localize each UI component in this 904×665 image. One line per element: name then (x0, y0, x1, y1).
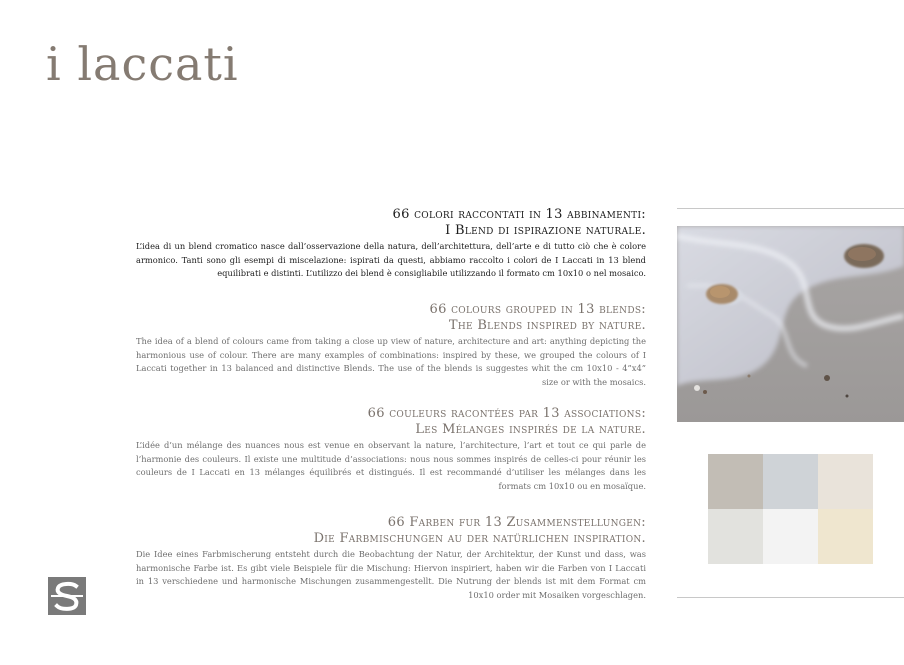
brand-logo-text: i laccati (46, 37, 239, 91)
swatch-6 (818, 509, 873, 564)
text-block-english (136, 302, 646, 389)
paragraph: Die Idee eines Farbmischerung entsteht durch die Beobachtung der Natur, der Architektur, der Kunst und dass, was harmonische Farbe ist. Es gibt viele Beispiele für die Mischung: Hiervon inspiriert, haben wir die Farben von I Laccati in 13 verschiedene und harmonische Mischungen zusammengestellt. Die Nutrung der blends ist mit dem Format cm 10x10 order mit Mosaiken vorgeschlagen. (136, 549, 646, 600)
text-block-german (136, 515, 646, 602)
heading-primary: 66 Farben fur 13 Zusammenstellungen: (387, 515, 646, 530)
text-block-french (136, 406, 646, 493)
heading-secondary: I Blend di ispirazione naturale. (445, 223, 646, 238)
divider-bottom (677, 597, 904, 598)
heading-secondary: Les Mélanges inspirés de la nature. (415, 422, 646, 437)
heading-secondary: Die Farbmischungen au der natürlichen inspiration. (313, 531, 646, 546)
paragraph: L’idea di un blend cromatico nasce dall’osservazione della natura, dell’architettura, dell’arte e di tutto ciò che è colore armonico. Tanti sono gli esempi di miscelazione: ispirati da questi, abbiamo raccolto i colori de I Laccati in 13 blend equilibrati e distinti. L’utilizzo dei blend è consigliabile utilizzando il formato cm 10x10 o nel mosaico. (136, 241, 646, 279)
paragraph: L’idée d’un mélange des nuances nous est venue en observant la nature, l’architecture, l’art et tout ce qui parle de l’harmonie des couleurs. Il existe une multitude d’associations: nous nous sommes inspirés de celles-ci pour réunir les couleurs de I Laccati en 13 mélanges équilibrés et distingués. Il est recommandé d’utiliser les mélanges dans les formats cm 10x10 ou en mosaïque. (136, 440, 646, 491)
divider-top (677, 208, 904, 209)
s-monogram-icon (48, 577, 86, 615)
heading-primary: 66 colori raccontati in 13 abbinamenti: (392, 207, 646, 222)
paragraph: The idea of a blend of colours came from taking a close up view of nature, architecture and art: anything depicting the harmonious use of colour. There are many examples of combinations: inspired by these, we grouped the colours of I Laccati together in 13 balanced and distinctive Blends. The use of the blends is suggestes whit the cm 10x10 - 4”x4” size or with the mosaics. (136, 336, 646, 387)
swatch-5 (763, 509, 818, 564)
swatch-3 (818, 454, 873, 509)
swatch-2 (763, 454, 818, 509)
color-swatch-grid (708, 454, 873, 564)
heading-secondary: The Blends inspired by nature. (448, 318, 646, 333)
heading-primary: 66 couleurs racontées par 13 associations: (367, 406, 646, 421)
text-block-italian (136, 207, 646, 281)
swatch-4 (708, 509, 763, 564)
sea-foam-photo (677, 226, 904, 422)
swatch-1 (708, 454, 763, 509)
heading-primary: 66 colours grouped in 13 blends: (429, 302, 646, 317)
